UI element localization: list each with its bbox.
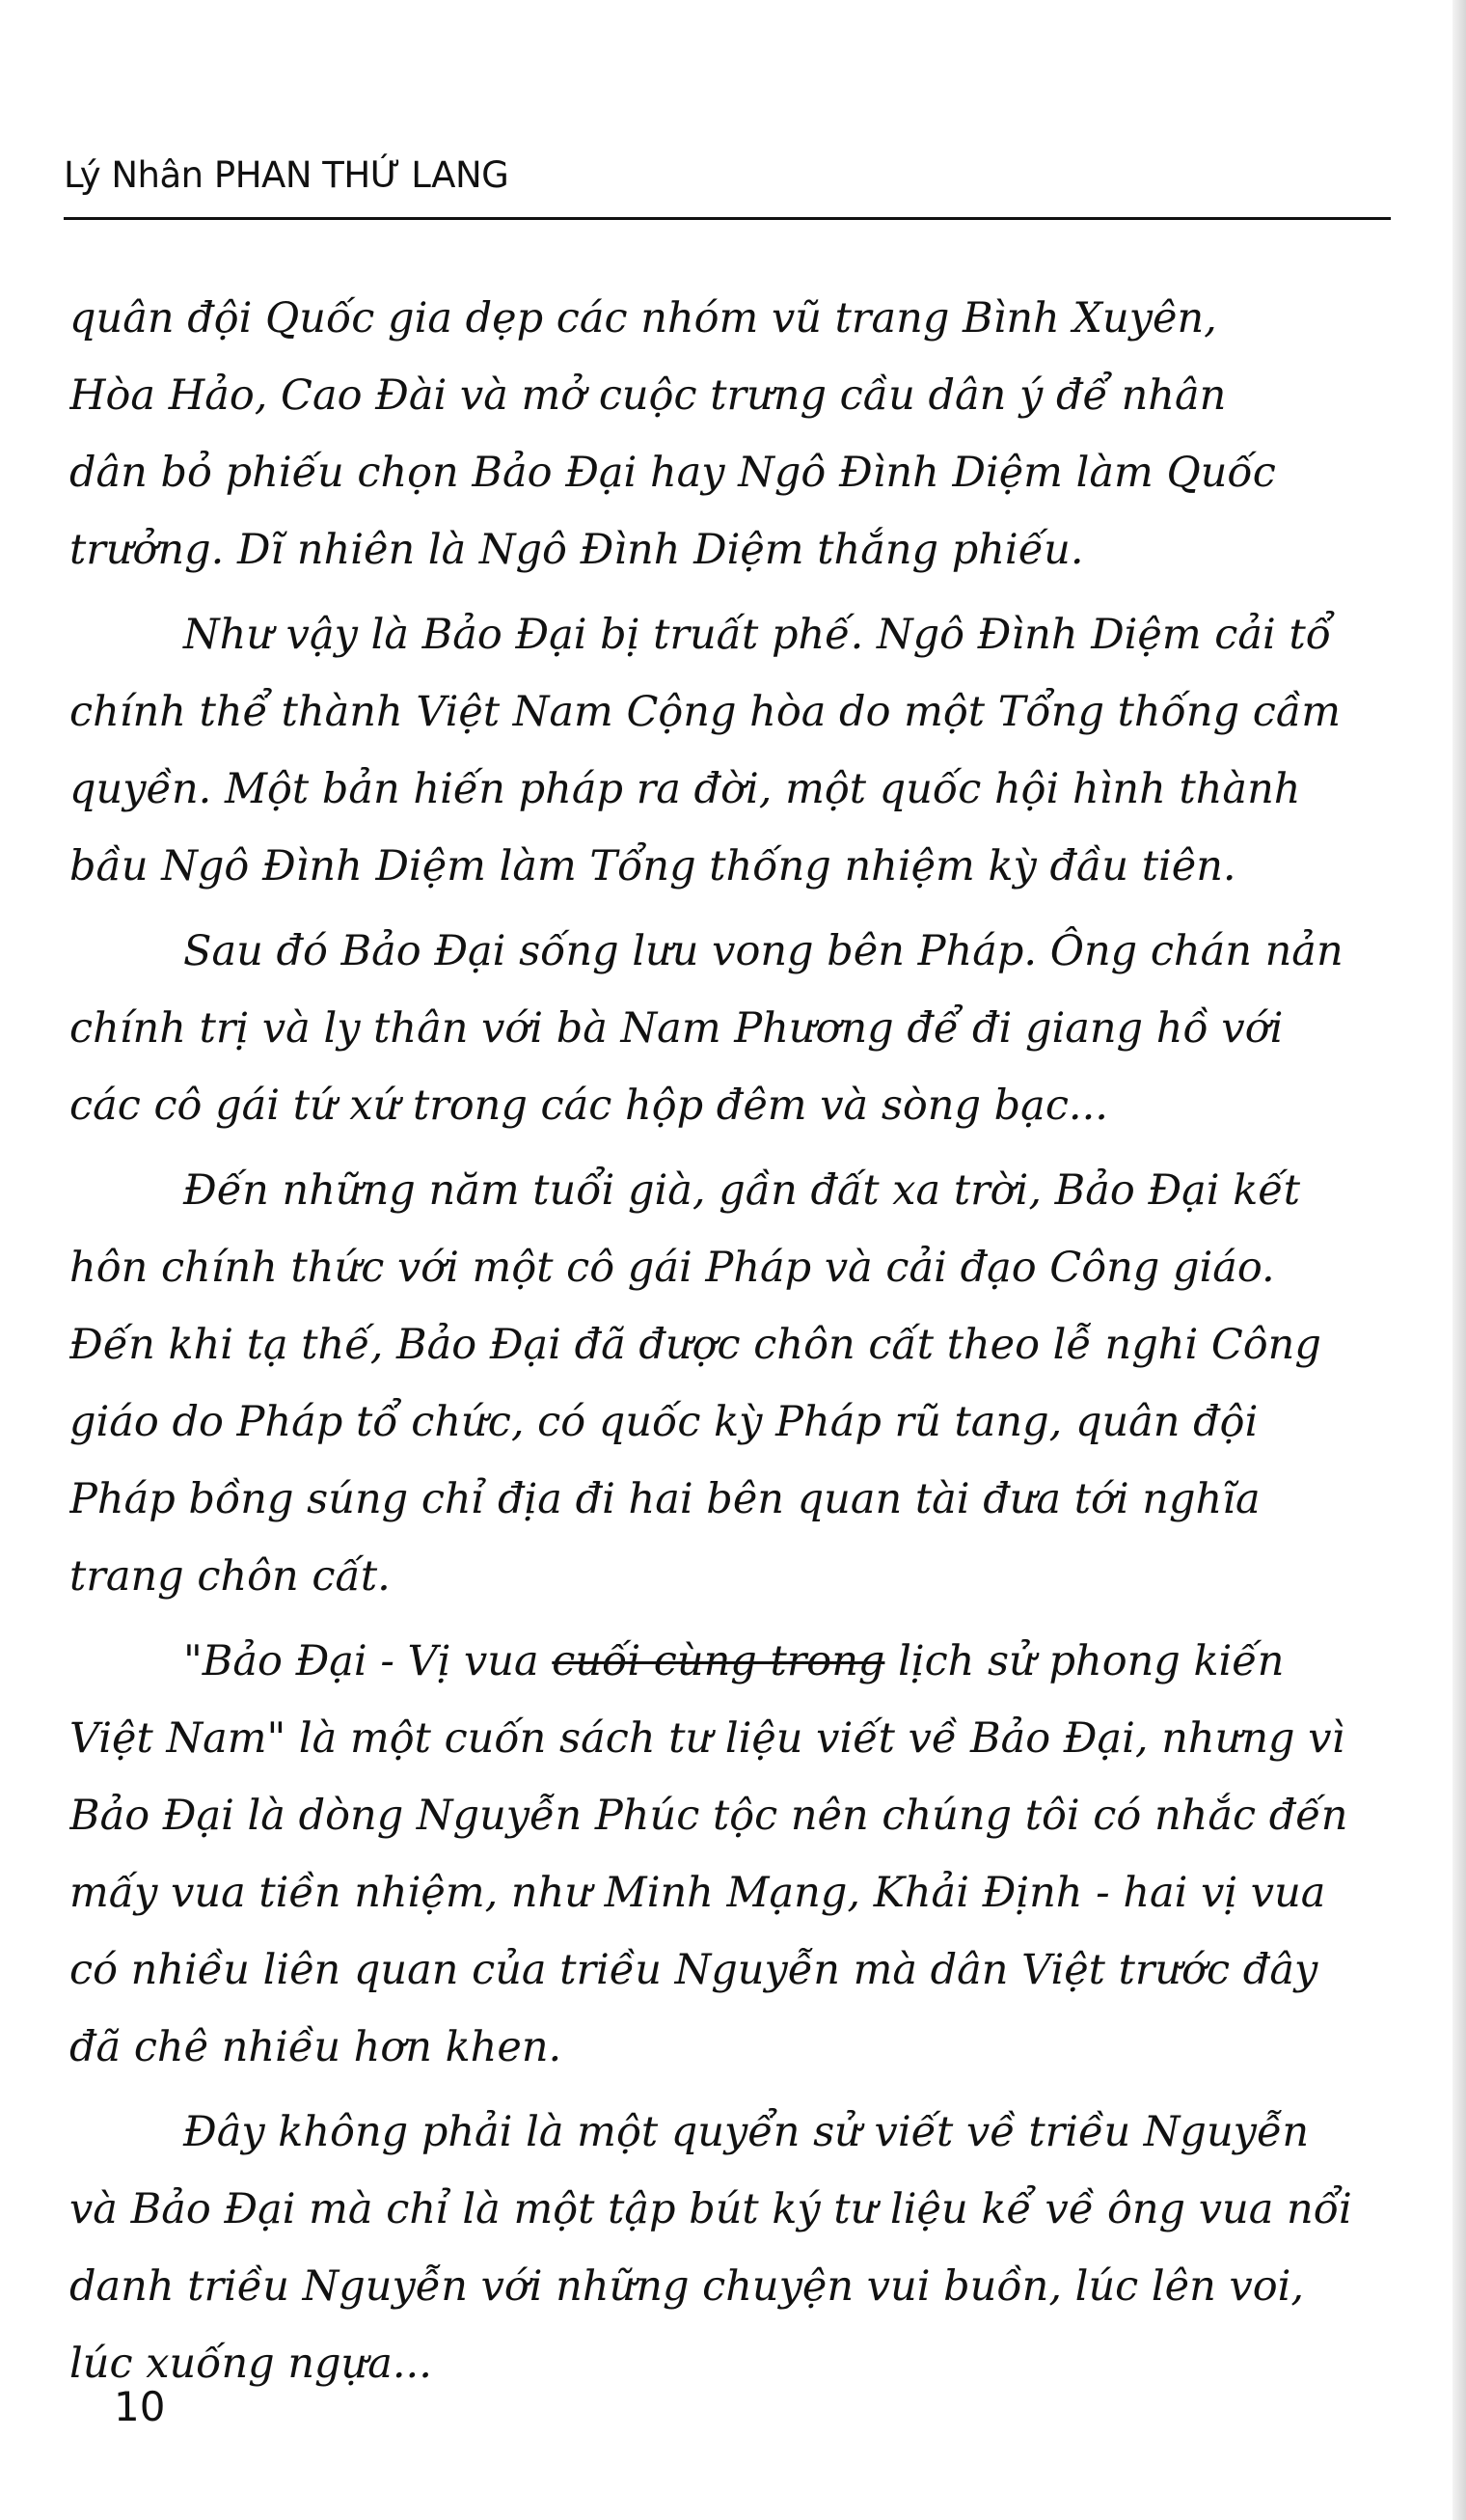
paragraph-1: [69, 280, 1416, 589]
page-edge-shadow: [1452, 0, 1466, 2520]
paragraph-3: [69, 913, 1416, 1144]
text-line: Sau đó Bảo Đại sống lưu vong bên Pháp. Ông chán nản: [183, 927, 1344, 975]
text-segment: "Bảo Đại - Vị vua: [183, 1637, 553, 1685]
text-line: Đây không phải là một quyển sử viết về triều Nguyễn: [183, 2108, 1310, 2156]
text-line: dân bỏ phiếu chọn Bảo Đại hay Ngô Đình Diệm làm Quốc: [69, 449, 1276, 497]
text-line: Hòa Hảo, Cao Đài và mở cuộc trưng cầu dân ý để nhân: [69, 371, 1227, 420]
text-line: Pháp bồng súng chỉ địa đi hai bên quan tài đưa tới nghĩa: [69, 1475, 1261, 1523]
text-line: trưởng. Dĩ nhiên là Ngô Đình Diệm thắng phiếu.: [69, 526, 1084, 574]
paragraph-6: [69, 2094, 1416, 2402]
paragraph-2: [69, 596, 1416, 905]
running-header: Lý Nhân PHAN THỨ LANG: [64, 154, 509, 196]
page-number: 10: [114, 2383, 166, 2430]
paragraph-4: [69, 1152, 1416, 1615]
text-line: mấy vua tiền nhiệm, như Minh Mạng, Khải Định - hai vị vua: [69, 1869, 1326, 1917]
text-segment: lịch sử phong kiến: [884, 1637, 1285, 1685]
text-line: Đến khi tạ thế, Bảo Đại đã được chôn cất theo lễ nghi Công: [69, 1321, 1321, 1369]
text-line: Đến những năm tuổi già, gần đất xa trời, Bảo Đại kết: [183, 1166, 1300, 1215]
header-rule: [64, 217, 1391, 220]
text-line: đã chê nhiều hơn khen.: [69, 2023, 562, 2071]
text-line: chính trị và ly thân với bà Nam Phương để đi giang hồ với: [69, 1004, 1284, 1053]
text-line: Việt Nam" là một cuốn sách tư liệu viết về Bảo Đại, nhưng vì: [69, 1714, 1345, 1763]
text-line: và Bảo Đại mà chỉ là một tập bút ký tư liệu kể về ông vua nổi: [69, 2185, 1352, 2233]
text-line: quyền. Một bản hiến pháp ra đời, một quốc hội hình thành: [69, 765, 1301, 813]
text-line: chính thể thành Việt Nam Cộng hòa do một Tổng thống cầm: [69, 688, 1342, 736]
paragraph-5: [69, 1623, 1416, 2086]
text-line: trang chôn cất.: [69, 1552, 391, 1601]
text-line: danh triều Nguyễn với những chuyện vui buồn, lúc lên voi,: [69, 2262, 1305, 2311]
text-line: [69, 1623, 1416, 1700]
text-line: bầu Ngô Đình Diệm làm Tổng thống nhiệm kỳ đầu tiên.: [69, 842, 1236, 890]
text-line: lúc xuống ngựa...: [69, 2340, 432, 2388]
text-line: hôn chính thức với một cô gái Pháp và cải đạo Công giáo.: [69, 1244, 1275, 1292]
body-text: [69, 280, 1416, 2410]
struck-text: cuối cùng trong: [552, 1637, 885, 1685]
text-line: có nhiều liên quan của triều Nguyễn mà dân Việt trước đây: [69, 1946, 1318, 1994]
text-line: quân đội Quốc gia dẹp các nhóm vũ trang Bình Xuyên,: [69, 294, 1217, 342]
text-line: giáo do Pháp tổ chức, có quốc kỳ Pháp rũ tang, quân đội: [69, 1398, 1259, 1446]
text-line: các cô gái tứ xứ trong các hộp đêm và sòng bạc...: [69, 1082, 1108, 1130]
text-line: Bảo Đại là dòng Nguyễn Phúc tộc nên chúng tôi có nhắc đến: [69, 1792, 1348, 1840]
text-line: Như vậy là Bảo Đại bị truất phế. Ngô Đình Diệm cải tổ: [183, 611, 1332, 659]
